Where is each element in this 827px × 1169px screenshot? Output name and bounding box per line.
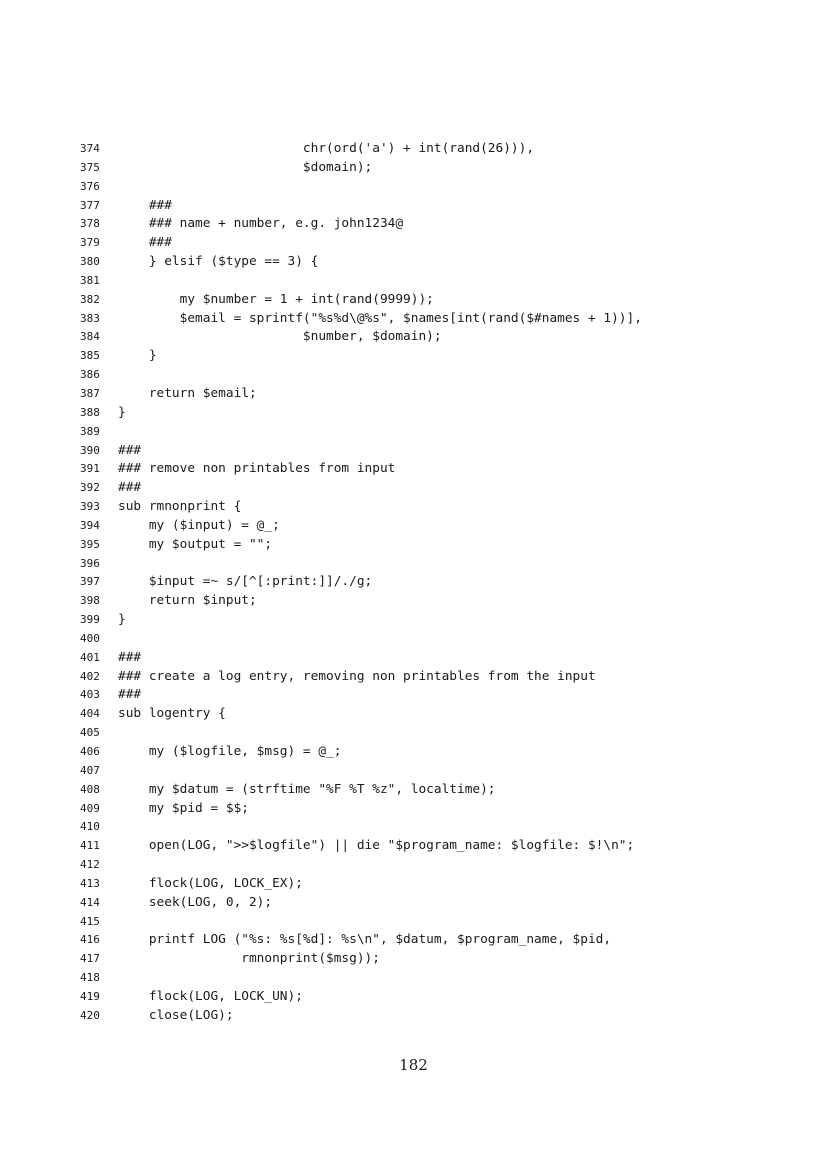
code-text: my $number = 1 + int(rand(9999)); [118,291,434,307]
line-number: 374 [80,142,100,155]
line-number: 379 [80,236,100,250]
code-line [80,442,780,461]
code-line [80,988,780,1007]
line-number: 409 [80,801,100,815]
code-text: sub logentry { [118,706,226,722]
line-number: 399 [80,613,100,627]
code-line [80,611,780,630]
code-line [80,686,780,705]
line-number: 410 [80,820,100,834]
line-number: 404 [80,707,100,721]
code-line [80,460,780,479]
code-line [80,781,780,800]
line-number: 415 [80,914,100,928]
code-text: flock(LOG, LOCK_EX); [118,875,303,891]
line-number: 390 [80,443,100,457]
code-text: open(LOG, ">>$logfile") || die "$program_name: $logfile: $!\n"; [118,838,635,854]
line-number: 380 [80,255,100,269]
line-number: 418 [80,971,100,985]
line-number: 378 [80,217,100,231]
code-line [80,215,780,234]
code-line [80,498,780,517]
code-text: ### [118,649,142,665]
code-text: chr(ord('a') + int(rand(26))), [118,141,535,156]
line-number: 408 [80,782,100,796]
code-text: sub rmnonprint { [118,499,242,515]
line-number: 407 [80,763,100,777]
line-number: 417 [80,952,100,966]
code-line [80,328,780,347]
code-text: $number, $domain); [118,329,442,345]
code-text: my $output = ""; [118,536,273,552]
line-number: 402 [80,669,100,683]
line-number: 400 [80,631,100,645]
code-line [80,234,780,253]
code-text: rmnonprint($msg)); [118,951,380,967]
code-text: ### [118,442,142,458]
code-line [80,347,780,366]
code-line [80,875,780,894]
line-number: 401 [80,650,100,664]
code-text: my $pid = $$; [118,800,249,816]
line-number: 406 [80,745,100,758]
code-text: } [118,404,126,420]
code-line [80,913,780,932]
line-number: 392 [80,481,100,495]
code-text: ### name + number, e.g. john1234@ [118,216,404,232]
line-number: 405 [80,726,100,740]
code-line [80,837,780,856]
code-line [80,291,780,310]
code-line [80,592,780,611]
line-number: 416 [80,933,100,947]
code-text: close(LOG); [118,1007,234,1023]
code-line [80,536,780,555]
line-number: 412 [80,858,100,872]
code-line [80,253,780,272]
code-text: ### [118,235,172,251]
code-line [80,668,780,687]
code-line [80,272,780,291]
line-number: 411 [80,839,100,853]
code-text: ### [118,687,142,703]
line-number: 414 [80,895,100,909]
code-text: $input =~ s/[^[:print:]]/./g; [118,574,373,590]
code-text: my $datum = (strftime "%F %T %z", localtime); [118,781,496,797]
line-number: 384 [80,330,100,344]
line-number: 413 [80,876,100,890]
code-line [80,178,780,197]
code-line [80,517,780,536]
line-number: 385 [80,349,100,363]
line-number: 376 [80,179,100,193]
code-text: ### create a log entry, removing non printables from the input [118,668,596,684]
line-number: 381 [80,273,100,287]
code-line [80,856,780,875]
line-number: 383 [80,311,100,325]
code-line [80,743,780,762]
code-text: } elsif ($type == 3) { [118,254,319,270]
line-number: 382 [80,292,100,306]
code-text: ### [118,197,172,213]
code-line [80,1007,780,1026]
code-line [80,159,780,178]
line-number: 420 [80,1008,100,1022]
code-text: return $email; [118,385,257,401]
line-number: 398 [80,594,100,608]
line-number: 393 [80,500,100,514]
code-line [80,423,780,442]
code-text: printf LOG ("%s: %s[%d]: %s\n", $datum, $program_name, $pid, [118,932,612,948]
code-line [80,310,780,329]
code-line [80,950,780,969]
code-line [80,762,780,781]
code-line [80,479,780,498]
code-text: return $input; [118,593,257,609]
line-number: 387 [80,386,100,400]
code-listing [80,140,780,1026]
code-line [80,630,780,649]
code-line [80,705,780,724]
code-text: $email = sprintf("%s%d\@%s", $names[int(rand($#names + 1))], [118,310,642,326]
code-line [80,818,780,837]
page-number: 182 [399,1056,428,1074]
code-text: } [118,612,126,628]
code-text: my ($input) = @_; [118,517,280,533]
code-text: ### [118,480,142,496]
code-line [80,649,780,668]
code-line [80,724,780,743]
code-text: $domain); [118,159,373,175]
line-number: 377 [80,198,100,212]
line-number: 391 [80,462,100,476]
code-text: } [118,348,157,364]
line-number: 403 [80,688,100,702]
code-line [80,555,780,574]
line-number: 419 [80,989,100,1003]
line-number: 397 [80,575,100,589]
line-number: 375 [80,160,100,174]
code-line [80,404,780,423]
line-number: 389 [80,424,100,438]
line-number: 386 [80,368,100,382]
line-number: 388 [80,405,100,419]
code-line [80,385,780,404]
code-line [80,931,780,950]
code-line [80,197,780,216]
code-text: flock(LOG, LOCK_UN); [118,988,303,1004]
line-number: 396 [80,556,100,570]
code-line [80,140,780,159]
code-line [80,969,780,988]
line-number: 395 [80,537,100,551]
line-number: 394 [80,518,100,532]
code-line [80,366,780,385]
code-text: ### remove non printables from input [118,461,396,477]
code-text: seek(LOG, 0, 2); [118,894,273,910]
code-line [80,800,780,819]
code-line [80,573,780,592]
code-line [80,894,780,913]
code-text: my ($logfile, $msg) = @_; [118,744,342,759]
